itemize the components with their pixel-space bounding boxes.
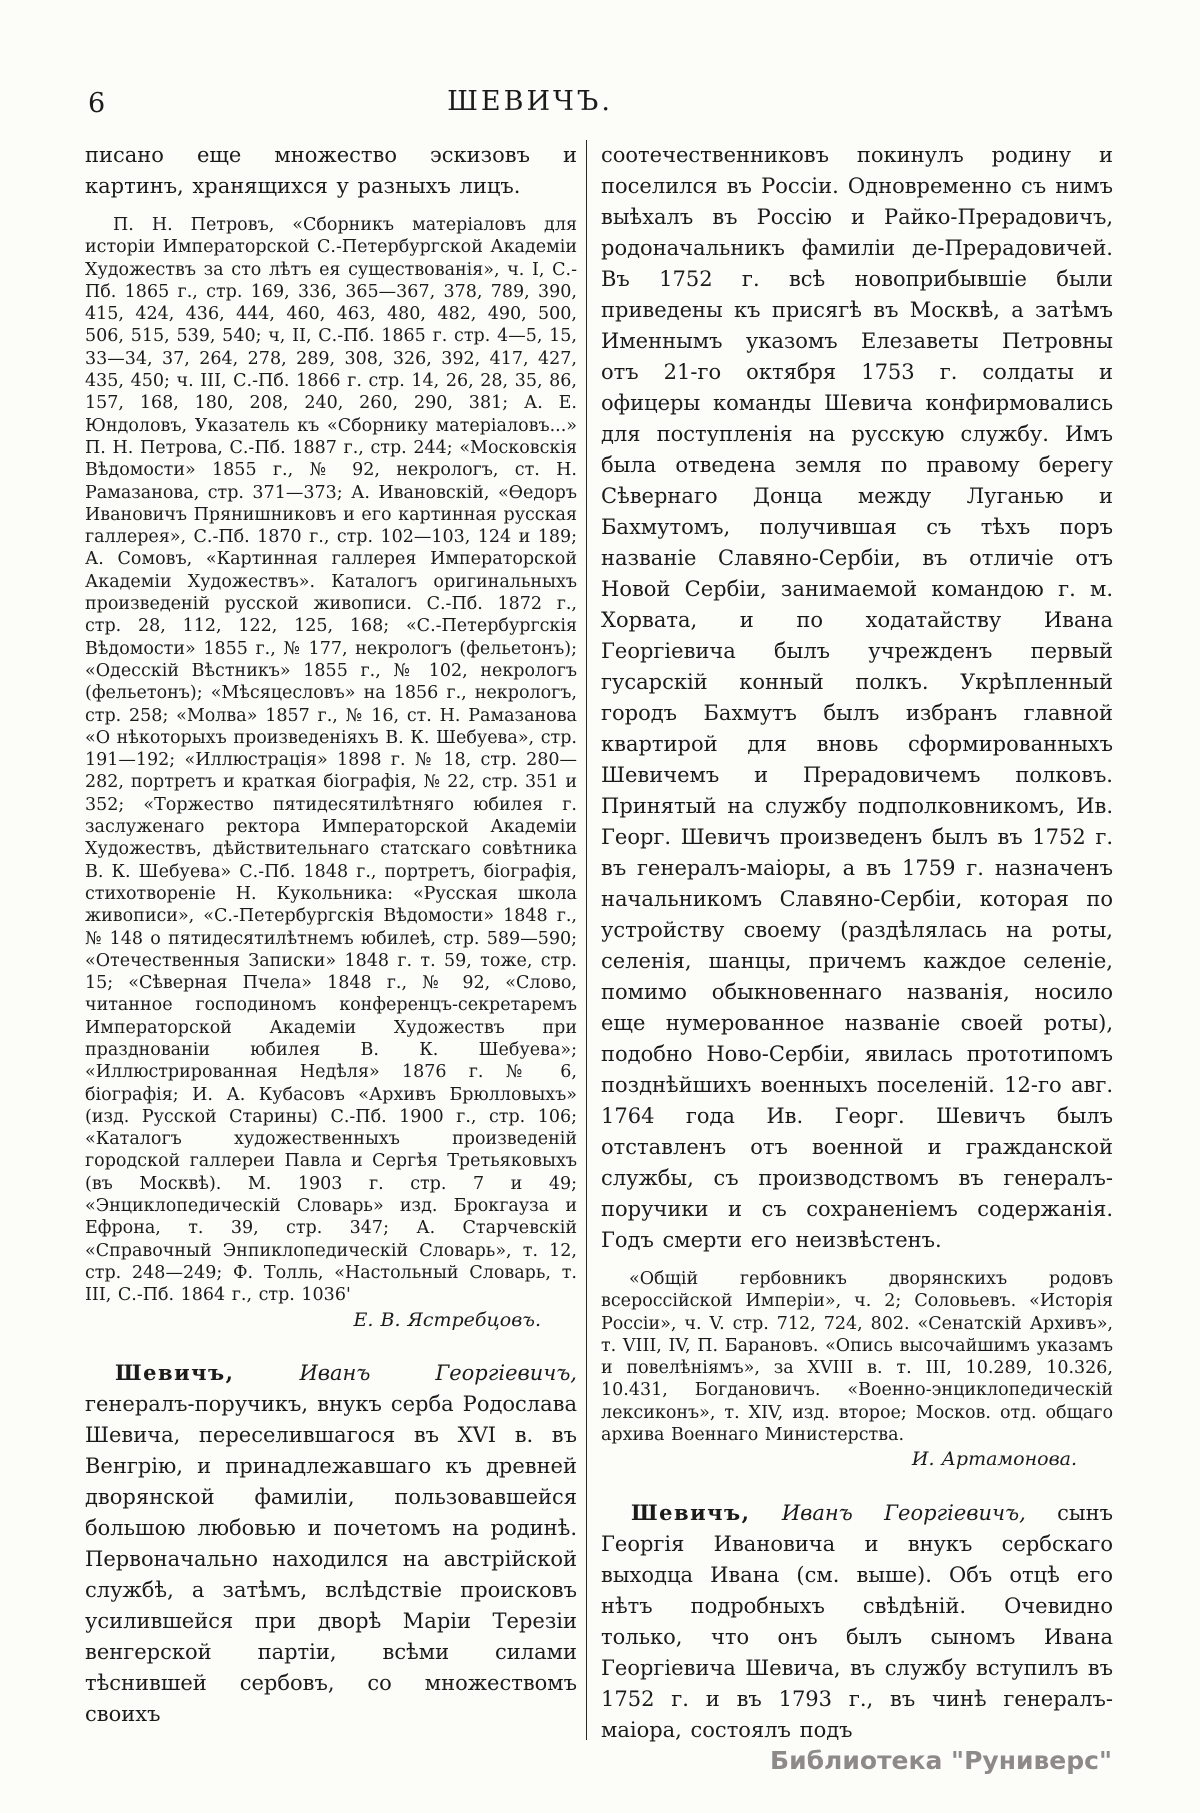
bibliography-paragraph: «Общій гербовникъ дворянскихъ родовъ всероссійской Имперіи», ч. 2; Соловьевъ. «Исторія Россіи», ч. V. стр. 712, 724, 802. «Сенатскій Архивъ», т. VIII, IV, П. Барановъ. «Опись высочайшимъ указамъ и повелѣніямъ», за XVIII в. т. III, 10.289, 10.326, 10.431, Богдановичъ. «Военно-энциклопедическій лексиконъ», т. XIV, изд. второе; Москов. отд. общаго архива Военнаго Министерства. [601, 1269, 1113, 1446]
page-number: 6 [88, 88, 106, 119]
article-paragraph [85, 1357, 577, 1730]
continuation-paragraph: соотечественниковъ покинулъ родину и поселился въ Россіи. Одновременно съ нимъ выѣхалъ въ Россію и Райко-Прерадовичъ, родоначальникъ фамиліи де-Прерадовичей. Въ 1752 г. всѣ новоприбывшіе были приведены къ присягѣ въ Москвѣ, а затѣмъ Именнымъ указомъ Елезаветы Петровны отъ 21-го октября 1753 г. солдаты и офицеры команды Шевича конфирмовались для поступленія на русскую службу. Имъ была отведена земля по правому берегу Сѣвернаго Донца между Луганью и Бахмутомъ, получившая съ тѣхъ поръ названіе Славяно-Сербіи, въ отличіе отъ Новой Сербіи, занимаемой командою г. м. Хорвата, и по ходатайству Ивана Георгіевича былъ учрежденъ первый гусарскій конный полкъ. Укрѣпленный городъ Бахмутъ былъ избранъ главной квартирой для вновь сформированныхъ Шевичемъ и Прерадовичемъ полковъ. Принятый на службу подполковникомъ, Ив. Георг. Шевичъ произведенъ былъ въ 1752 г. въ генералъ-маіоры, а въ 1759 г. назначенъ начальникомъ Славяно-Сербіи, которая по устройству своему (раздѣлялась на роты, селенія, шанцы, причемъ каждое селеніе, помимо обыкновеннаго названія, носило еще нумерованное названіе своей роты), подобно Ново-Сербіи, явилась прототипомъ позднѣйшихъ военныхъ поселеній. 12-го авг. 1764 года Ив. Георг. Шевичъ былъ отставленъ отъ военной и гражданской службы, съ производствомъ въ генералъ-поручики и съ сохраненіемъ содержанія. Годъ смерти его неизвѣстенъ. [601, 143, 1113, 1252]
column-divider [586, 140, 587, 1740]
right-column [601, 140, 1113, 1746]
article-headword: Шевичъ, [115, 1359, 235, 1385]
bibliography-paragraph: П. Н. Петровъ, «Сборникъ матеріаловъ для исторіи Императорской С.-Петербургской Академіи Художествъ за сто лѣтъ ея существованія», ч. I, С.-Пб. 1865 г., стр. 169, 336, 365—367, 378, 789, 390, 415, 424, 436, 444, 460, 463, 480, 482, 490, 500, 506, 515, 539, 540; ч, II, С.-Пб. 1865 г. стр. 4—5, 15, 33—34, 37, 264, 278, 289, 308, 326, 392, 417, 427, 435, 450; ч. III, С.-Пб. 1866 г. стр. 14, 26, 28, 35, 86, 157, 168, 180, 208, 240, 260, 290, 381; А. Е. Юндоловъ, Указатель къ «Сборнику матеріаловъ...» П. Н. Петрова, С.-Пб. 1887 г., стр. 244; «Московскія Вѣдомости» 1855 г., № 92, некрологъ, ст. Н. Рамазанова, стр. 371—373; А. Ивановскій, «Ѳедоръ Ивановичъ Прянишниковъ и его картинная русская галлерея», С.-Пб. 1870 г., стр. 102—103, 124 и 189; А. Сомовъ, «Картинная галлерея Императорской Академіи Художествъ». Каталогъ оригинальныхъ произведеній русской живописи. С.-Пб. 1872 г., стр. 28, 112, 122, 125, 168; «С.-Петербургскія Вѣдомости» 1855 г., № 177, некрологъ (фельетонъ); «Одесскій Вѣстникъ» 1855 г., № 102, некрологъ (фельетонъ); «Мѣсяцесловъ» на 1856 г., некрологъ, стр. 258; «Молва» 1857 г., № 16, ст. Н. Рамазанова «О нѣкоторыхъ произведеніяхъ В. К. Шебуева», стр. 191—192; «Иллюстрація» 1898 г. № 18, стр. 280—282, портретъ и краткая біографія, № 22, стр. 351 и 352; «Торжество пятидесятилѣтняго юбилея г. заслуженаго ректора Императорской Академіи Художествъ, дѣйствительнаго статскаго совѣтника В. К. Шебуева» С.-Пб. 1848 г., портретъ, біографія, стихотвореніе Н. Кукольника: «Русская школа живописи», «С.-Петербургскія Вѣдомости» 1848 г., № 148 о пятидесятилѣтнемъ юбилеѣ, стр. 589—590; «Отечественныя Записки» 1848 г. т. 59, тоже, стр. 15; «Сѣверная Пчела» 1848 г., № 92, «Слово, читанное господиномъ конференцъ-секретаремъ Императорской Академіи Художествъ при празднованіи юбилея В. К. Шебуева»; «Иллюстрированная Недѣля» 1876 г. № 6, біографія; И. А. Кубасовъ «Архивъ Брюлловыхъ» (изд. Русской Старины) С.-Пб. 1900 г., стр. 106; «Каталогъ художественныхъ произведеній городской галлереи Павла и Сергѣя Третьяковыхъ (въ Москвѣ). М. 1903 г. стр. 7 и 49; «Энциклопедическій Словарь» изд. Брокгауза и Ефрона, т. 39, стр. 347; А. Старчевскій «Справочный Энпиклопедическій Словарь», т. 12, стр. 248—249; Ф. Толль, «Настольный Словарь, т. III, С.-Пб. 1864 г., стр. 1036' [85, 215, 577, 1306]
article-body-text: генералъ-поручикъ, внукъ серба Родослава Шевича, переселившагося въ XVI в. въ Венгрію, и принадлежавшаго къ древней дворянской фамиліи, пользовавшейся большою любовью и почетомъ на родинѣ. Первоначально находился на австрійской службѣ, а затѣмъ, вслѣдствіе происковъ усилившейся при дворѣ Маріи Терезіи венгерской партіи, всѣми силами тѣснившей сербовъ, со множествомъ своихъ [85, 1391, 577, 1726]
left-column [85, 140, 577, 1730]
article-paragraph [601, 1497, 1113, 1746]
author-signature: И. Артамонова. [911, 1448, 1077, 1471]
author-signature: Е. В. Ястребцовъ. [353, 1308, 541, 1331]
continuation-paragraph: писано еще множество эскизовъ и картинъ, хранящихся у разныхъ лицъ. [85, 143, 577, 198]
library-watermark: Библиотека "Руниверс" [770, 1746, 1112, 1775]
article-person-name: Иванъ Георгіевичъ, [750, 1500, 1026, 1525]
article-headword: Шевичъ, [631, 1499, 751, 1525]
article-person-name: Иванъ Георгіевичъ, [234, 1360, 577, 1385]
running-title: ШЕВИЧЪ. [447, 86, 613, 117]
article-body-text: сынъ Георгія Ивановича и внукъ сербскаго выходца Ивана (см. выше). Объ отцѣ его нѣтъ подробныхъ свѣдѣній. Очевидно только, что онъ былъ сыномъ Ивана Георгіевича Шевича, въ службу вступилъ въ 1752 г. и въ 1793 г., въ чинѣ генералъ-маіора, состоялъ подъ [601, 1500, 1113, 1742]
